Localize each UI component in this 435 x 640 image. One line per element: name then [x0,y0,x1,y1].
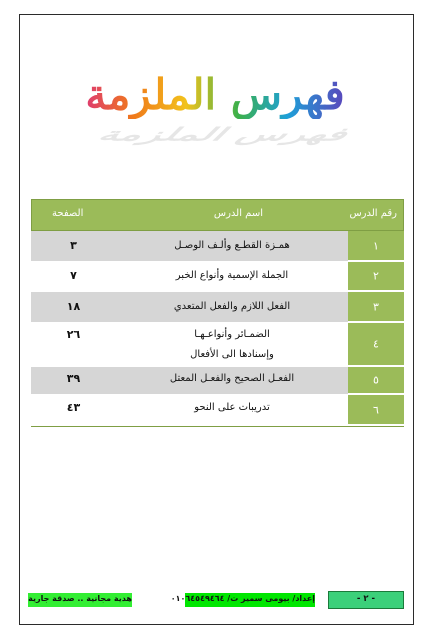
lesson-page: ٣ [70,239,77,252]
lesson-title-line2: وإسنادها الى الأفعال [190,349,274,360]
author-label [170,593,315,607]
lesson-number-cell [348,292,404,322]
lesson-title: الفعل اللازم والفعل المتعدي [173,301,291,312]
title-shadow: فهرس الملزمة [91,123,361,145]
header-lesson: اسم الدرس [213,208,263,219]
toc-row [31,323,404,367]
toc-bottom-border [31,426,404,427]
lesson-title: الضمـائر وأنواعـهـا [194,329,270,340]
lesson-page: ١٨ [66,300,81,313]
toc-row [31,292,404,323]
page-title: فهرس الملزمة [70,70,360,119]
toc-row [31,262,404,292]
note-label [28,593,132,607]
lesson-page: ٧ [70,269,77,282]
lesson-number-cell [348,395,404,425]
page-number: - ٢ - [356,594,376,604]
toc-row [31,231,404,262]
lesson-title: الجملة الإسمية وأنواع الخبر [175,270,289,281]
lesson-page: ٣٩ [66,372,81,385]
lesson-number: ١ [373,239,379,252]
lesson-title-cell [116,262,348,291]
lesson-number-cell [348,323,404,366]
lesson-title-cell [116,323,348,366]
title-block [70,62,361,145]
page-number-badge [328,591,404,609]
lesson-number: ٥ [373,373,379,387]
lesson-number-cell [348,231,404,261]
note-text: هدية مجانية .. صدقة جارية [28,594,132,603]
lesson-title: تدريبات على النحو [194,402,270,413]
header-page: الصفحة [52,208,84,219]
toc-table [31,199,404,427]
lesson-title-cell [116,231,348,261]
page-cell [31,231,116,261]
toc-row [31,395,404,426]
lesson-page: ٤٣ [66,401,81,414]
page-cell [31,395,116,425]
toc-row [31,367,404,395]
toc-header [31,199,404,231]
page-cell [31,367,116,394]
lesson-number-cell [348,367,404,394]
page-cell [31,323,116,366]
header-number: رقم الدرس [349,208,397,219]
lesson-number: ٣ [373,300,379,313]
lesson-title: همـزة القطـع وألـف الوصـل [174,240,290,251]
page-cell [31,262,116,291]
lesson-title-cell [116,395,348,425]
lesson-title: الفعـل الصحيح والفعـل المعتل [169,373,295,384]
lesson-title-cell [116,367,348,394]
author-text: إعداد/ بيومى سمير ت/ ٠١٠٦٤٥٤٩٤٦٤ [170,594,315,603]
lesson-number: ٤ [373,337,379,351]
lesson-number-cell [348,262,404,291]
page-cell [31,292,116,322]
lesson-title-cell [116,292,348,322]
lesson-number: ٢ [373,269,379,283]
lesson-number: ٦ [373,403,379,416]
lesson-page: ٢٦ [66,328,81,341]
